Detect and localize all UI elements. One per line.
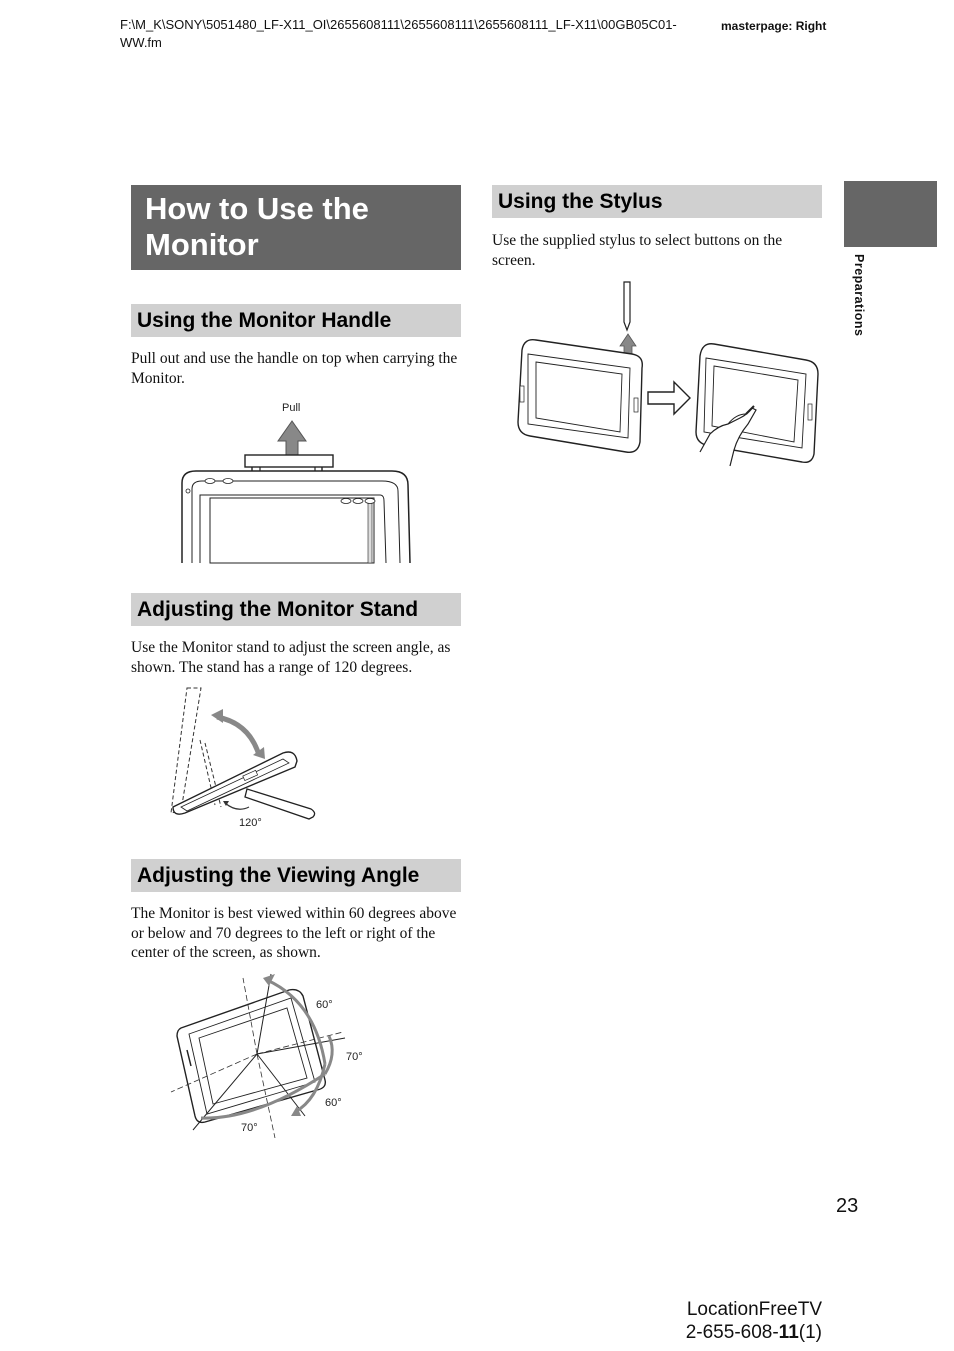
footer-code [640, 1321, 822, 1344]
viewing-body-text: The Monitor is best viewed within 60 degrees above or below and 70 degrees to the left or right of the center of the screen, as shown. [131, 905, 457, 961]
angle-label-top: 60° [316, 999, 333, 1011]
page-number: 23 [836, 1195, 859, 1217]
file-path: F:\M_K\SONY\5051480_LF-X11_OI\2655608111\2655608111\2655608111_LF-X11\00GB05C01-WW.fm [120, 17, 677, 50]
stylus-illustration [514, 278, 824, 468]
page-title: How to Use the Monitor [131, 185, 461, 270]
stand-illustration [165, 685, 325, 833]
footer-code-prefix: 2-655-608- [685, 1322, 779, 1343]
footer-code-bold: 11 [778, 1322, 799, 1343]
stylus-icon [624, 282, 630, 330]
stylus-body-text: Use the supplied stylus to select buttons on the screen. [492, 232, 783, 269]
pull-arrow-icon [278, 421, 306, 455]
section-heading-handle: Using the Monitor Handle [131, 304, 461, 337]
angle-label-right: 70° [346, 1051, 363, 1063]
stand-body-text: Use the Monitor stand to adjust the screen angle, as shown. The stand has a range of 120 degrees. [131, 639, 451, 676]
masterpage-label: masterpage: Right [721, 19, 827, 33]
section-heading-stand: Adjusting the Monitor Stand [131, 593, 461, 626]
footer-code-suffix: (1) [798, 1322, 822, 1343]
right-arrow-icon [648, 382, 690, 414]
footer-product: LocationFreeTV [686, 1299, 822, 1320]
section-tab [844, 181, 937, 247]
viewing-angle-illustration [165, 970, 380, 1138]
handle-illustration [170, 395, 420, 565]
section-tab-label: Preparations [852, 254, 866, 337]
stand-angle-label: 120° [239, 817, 262, 829]
handle-body-text: Pull out and use the handle on top when carrying the Monitor. [131, 350, 458, 387]
section-heading-viewing: Adjusting the Viewing Angle [131, 859, 461, 892]
pull-label: Pull [282, 402, 301, 414]
angle-label-bottom: 70° [241, 1122, 258, 1134]
angle-label-bottom-right: 60° [325, 1097, 342, 1109]
section-heading-stylus: Using the Stylus [492, 185, 822, 218]
footer [640, 1298, 822, 1344]
